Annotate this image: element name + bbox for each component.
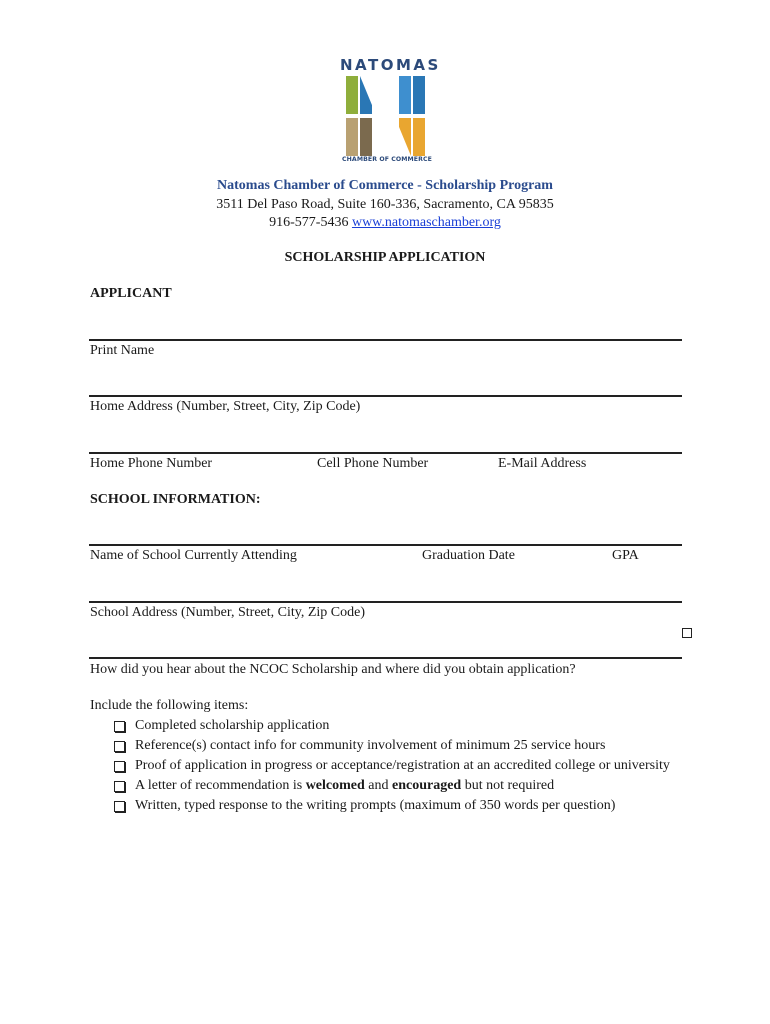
logo-block-gold-right (413, 118, 425, 156)
list-item (110, 777, 670, 795)
school-address-label: School Address (Number, Street, City, Zip Code) (90, 605, 365, 620)
natomas-logo (340, 56, 441, 168)
applicant-heading: APPLICANT (90, 286, 172, 301)
checkbox-icon[interactable] (114, 761, 125, 772)
cell-phone-label: Cell Phone Number (317, 456, 429, 471)
item-text: Written, typed response to the writing prompts (maximum of 350 words per question) (135, 798, 616, 813)
logo-wordmark: NATOMAS (340, 56, 441, 74)
items-intro: Include the following items: (90, 698, 249, 713)
item-text-a: A letter of recommendation is (135, 778, 306, 793)
logo-subtitle: CHAMBER OF COMMERCE (342, 156, 432, 163)
item-text-welcomed: welcomed (305, 778, 365, 793)
print-name-label: Print Name (90, 343, 155, 358)
school-name-label: Name of School Currently Attending (90, 548, 297, 563)
checkbox-icon[interactable] (114, 741, 125, 752)
how-heard-line[interactable] (89, 657, 682, 659)
logo-n-graphic (346, 76, 428, 156)
org-contact-line (0, 215, 770, 231)
list-item (110, 757, 670, 775)
logo-block-green (346, 76, 358, 114)
gpa-label: GPA (612, 548, 639, 563)
checkbox-icon[interactable] (114, 781, 125, 792)
item-text-end: but not required (461, 778, 555, 793)
item-text-and: and (364, 778, 392, 793)
org-website-link[interactable]: www.natomaschamber.org (351, 215, 501, 230)
org-phone: 916-577-5436 (269, 215, 349, 230)
school-name-line[interactable] (89, 544, 682, 546)
item-text-encouraged: encouraged (392, 778, 462, 793)
graduation-date-label: Graduation Date (422, 548, 515, 563)
how-heard-label: How did you hear about the NCOC Scholarship and where did you obtain application? (90, 662, 576, 677)
school-heading: SCHOOL INFORMATION: (90, 492, 261, 507)
logo-block-blue-right (413, 76, 425, 114)
org-address: 3511 Del Paso Road, Suite 160-336, Sacramento, CA 95835 (216, 197, 554, 212)
list-item (110, 737, 670, 755)
item-text: Reference(s) contact info for community involvement of minimum 25 service hours (135, 738, 606, 753)
list-item (110, 717, 670, 735)
logo-block-brown (360, 118, 372, 156)
print-name-line[interactable] (89, 339, 682, 341)
checkbox-icon[interactable] (114, 801, 125, 812)
required-items (90, 698, 670, 817)
org-title: Natomas Chamber of Commerce - Scholarship Program (217, 178, 553, 193)
home-address-label: Home Address (Number, Street, City, Zip Code) (90, 399, 361, 414)
item-text: Proof of application in progress or acceptance/registration at an accredited college or university (135, 758, 670, 773)
form-title: SCHOLARSHIP APPLICATION (284, 250, 486, 265)
school-address-line[interactable] (89, 601, 682, 603)
list-item (110, 797, 670, 815)
stray-checkbox[interactable] (682, 628, 692, 638)
item-text: Completed scholarship application (135, 718, 330, 733)
home-phone-label: Home Phone Number (90, 456, 213, 471)
checkbox-icon[interactable] (114, 721, 125, 732)
home-address-line[interactable] (89, 395, 682, 397)
logo-block-lightblue (399, 76, 411, 114)
items-list (90, 717, 670, 815)
logo-block-tan (346, 118, 358, 156)
phone-email-line[interactable] (89, 452, 682, 454)
email-label: E-Mail Address (498, 456, 587, 471)
